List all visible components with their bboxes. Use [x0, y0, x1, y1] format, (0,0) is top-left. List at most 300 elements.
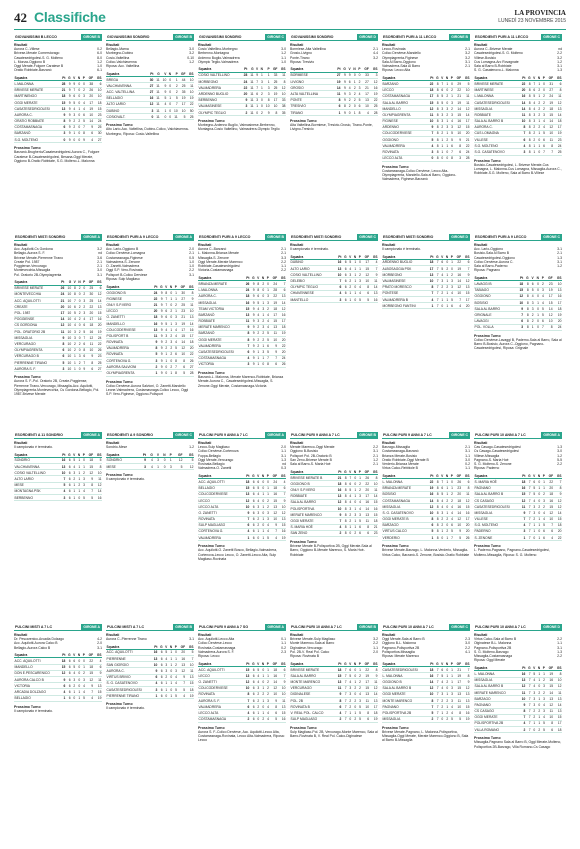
- match-score: 2-3: [281, 649, 286, 654]
- stat-cell: 9: [341, 97, 346, 103]
- team-name: ROVINATA: [198, 516, 243, 522]
- stat-cell: 0: [265, 281, 270, 287]
- column-header: N: [260, 661, 265, 666]
- stat-cell: 10: [370, 481, 378, 487]
- stat-cell: 3: [529, 299, 534, 305]
- stat-cell: 7: [59, 476, 66, 482]
- match-score: 2-0: [189, 247, 194, 251]
- team-name: SALA AL BARRO: [290, 499, 335, 505]
- team-name: MONTAGNA PSK: [14, 488, 59, 494]
- table-row: [106, 464, 194, 470]
- stat-cell: 3: [531, 112, 536, 118]
- match-score: 3-1: [373, 449, 378, 454]
- team-name: MERATE MARENCO: [290, 512, 335, 518]
- stat-cell: 9: [66, 93, 71, 99]
- team-name: MISSAGLIA: [474, 510, 519, 516]
- stat-cell: 1: [260, 491, 265, 497]
- stat-cell: 7: [434, 704, 439, 710]
- stat-cell: 12: [453, 516, 461, 522]
- stat-cell: 14: [58, 316, 65, 322]
- team-name: AURORA C.: [106, 668, 151, 674]
- stat-cell: 1: [260, 710, 265, 716]
- stat-cell: 15: [243, 306, 250, 312]
- standings-table: [474, 276, 562, 331]
- match-teams: Barzago-Missaglia: [382, 445, 410, 449]
- stat-cell: 18: [269, 667, 277, 673]
- stat-cell: 9: [341, 72, 346, 78]
- stat-cell: 10: [160, 77, 167, 83]
- team-name: S. ZENONE: [474, 535, 519, 541]
- match-score: 1-2: [189, 445, 194, 449]
- stat-cell: 6: [539, 318, 544, 324]
- column-header: GS: [186, 71, 194, 76]
- stat-cell: 3: [263, 85, 270, 91]
- stat-cell: 2: [81, 470, 86, 476]
- stat-cell: 16: [177, 656, 185, 662]
- championship-name: ESORDIENTI MISTI SONDRIO: [15, 235, 66, 239]
- stat-cell: 17: [278, 318, 286, 324]
- next-round-heading: Prossimo Turno: [198, 725, 225, 730]
- match-teams: Polisport Pol. 2B-Oratorio B: [290, 453, 332, 458]
- stat-cell: 6: [250, 716, 255, 722]
- stat-cell: 7: [335, 278, 342, 284]
- stat-cell: 18: [554, 522, 562, 528]
- stat-cell: 5: [449, 297, 454, 303]
- column-header: Squadra: [14, 280, 58, 285]
- stat-cell: 3: [439, 106, 444, 112]
- stat-cell: 8: [163, 289, 168, 295]
- stat-cell: 26: [94, 347, 102, 353]
- stat-cell: 24: [151, 289, 158, 295]
- column-header: Squadra: [382, 254, 427, 259]
- team-name: OGGI MERATE: [382, 691, 427, 697]
- stat-cell: 2: [357, 679, 362, 685]
- match-teams: Aurora C.-Barzanò: [198, 247, 227, 251]
- stat-cell: 8: [524, 281, 530, 287]
- table-row: [106, 693, 194, 699]
- team-name: BARZANÒ: [14, 130, 59, 136]
- match-teams: Foppa-Bellagio: [198, 453, 221, 458]
- stat-cell: 7: [526, 714, 531, 720]
- stat-cell: 6: [250, 504, 255, 510]
- stat-cell: 5: [541, 130, 546, 136]
- stat-cell: 21: [453, 93, 461, 99]
- stat-cell: 12: [58, 322, 65, 328]
- box-header: [290, 34, 378, 41]
- stat-cell: 6: [158, 687, 163, 693]
- stat-cell: 2: [536, 689, 541, 695]
- stat-cell: 21: [151, 302, 158, 308]
- match-score: 3-1: [557, 64, 562, 69]
- table-row: [14, 137, 102, 143]
- championship-name: ESORDIENTI PURI A 11 LECCO: [383, 35, 437, 39]
- column-header: P: [449, 254, 454, 259]
- stat-cell: 3: [255, 318, 260, 324]
- stat-cell: 1: [347, 297, 352, 303]
- stat-cell: 4: [243, 710, 250, 716]
- stat-cell: 10: [453, 290, 461, 296]
- team-name: PRATO MORESCO: [382, 284, 427, 290]
- next-round-heading: Prossimo Turno: [474, 544, 501, 549]
- team-name: BELLAGIO: [14, 695, 59, 701]
- column-header: GS: [186, 644, 194, 649]
- match-score: 3-2: [465, 55, 470, 60]
- stat-cell: 6: [342, 297, 347, 303]
- stat-cell: 3: [541, 708, 546, 714]
- stat-cell: 14: [177, 339, 185, 345]
- match-teams: Riposa: Rovinata B: [290, 654, 320, 659]
- stat-cell: 2: [352, 716, 357, 722]
- stat-cell: 15: [59, 664, 66, 670]
- match-teams: Colico Derviese-Lecco: [198, 641, 232, 646]
- match-teams: Brianza Merate-Bosisio: [382, 453, 418, 458]
- stat-cell: 1: [168, 327, 173, 333]
- stat-cell: 10: [94, 93, 102, 99]
- stat-cell: 13: [151, 656, 158, 662]
- stat-cell: 1: [151, 370, 158, 376]
- match-score: 2-2: [557, 654, 562, 659]
- stat-cell: 6: [158, 662, 163, 668]
- team-name: PONTE: [290, 97, 334, 103]
- match-teams: Sala al Barro-Paderno: [474, 264, 508, 269]
- stat-cell: 7: [434, 667, 439, 673]
- stat-cell: 16: [335, 259, 342, 265]
- stat-cell: 6: [545, 528, 553, 534]
- stat-cell: 4: [529, 293, 534, 299]
- stat-cell: 7: [462, 667, 470, 673]
- stat-cell: 10: [519, 696, 526, 702]
- stat-cell: 12: [427, 685, 434, 691]
- stat-cell: 1: [352, 278, 357, 284]
- stat-cell: 7: [172, 101, 179, 107]
- stat-cell: 5: [265, 535, 270, 541]
- column-header: V: [347, 661, 352, 666]
- stat-cell: 0: [81, 285, 86, 291]
- stat-cell: 10: [65, 304, 72, 310]
- match-teams: Monte Marenco-Sala al Barro: [290, 641, 335, 646]
- team-name: COSIO VALTELLINO: [198, 72, 241, 78]
- table-row: [14, 695, 102, 701]
- stat-cell: 23: [94, 112, 102, 118]
- standings-table: [290, 661, 378, 722]
- stat-cell: 0: [531, 727, 536, 733]
- match-score: 4-4: [373, 51, 378, 56]
- stat-cell: 6: [66, 695, 71, 701]
- stat-cell: 8: [361, 284, 369, 290]
- stat-cell: 19: [554, 130, 562, 136]
- stat-cell: 6: [250, 535, 255, 541]
- team-name: VALMASINESE: [382, 278, 427, 284]
- column-header: Squadra: [106, 71, 147, 76]
- stat-cell: 12: [243, 679, 250, 685]
- stat-cell: 9: [250, 355, 255, 361]
- stat-cell: 22: [427, 479, 434, 485]
- stat-cell: 2: [168, 364, 173, 370]
- stat-cell: 8: [524, 324, 530, 330]
- column-header: Pt: [335, 469, 342, 474]
- stat-cell: 2: [444, 112, 449, 118]
- team-name: ROVINATA: [106, 339, 151, 345]
- stat-cell: 15: [462, 704, 470, 710]
- next-round-heading: Prossimo Turno: [14, 375, 41, 380]
- stat-cell: 9: [250, 343, 255, 349]
- stat-cell: 0: [531, 535, 536, 541]
- results-heading: Risultati: [14, 441, 28, 445]
- stat-cell: 2: [541, 106, 546, 112]
- stat-cell: 3: [260, 324, 265, 330]
- stat-cell: 13: [94, 304, 102, 310]
- stat-cell: 2: [255, 516, 260, 522]
- match-teams: Colico Derviese-Cortenova: [198, 449, 239, 454]
- team-name: POLISPORTIVA 2B: [474, 720, 519, 726]
- match-teams: Riposa: Lecco: [198, 654, 220, 659]
- stat-cell: 44: [178, 77, 186, 83]
- stat-cell: 0: [254, 109, 259, 115]
- stat-cell: 22: [85, 658, 93, 664]
- stat-cell: 1: [347, 290, 352, 296]
- stat-cell: 15: [335, 673, 342, 679]
- championship-name: ESORDIENTI PURI A 9 LECCO: [199, 235, 251, 239]
- team-name: MONTEVECCHIA: [14, 291, 58, 297]
- header-rule: [14, 29, 566, 30]
- stat-cell: 9: [250, 281, 255, 287]
- stat-cell: 7: [265, 355, 270, 361]
- stat-cell: 1: [168, 649, 173, 655]
- stat-cell: 8: [524, 306, 530, 312]
- stat-cell: 4: [173, 339, 178, 345]
- result-line: [382, 68, 470, 72]
- stat-cell: 16: [519, 93, 526, 99]
- match-score: 1-1: [557, 641, 562, 646]
- team-name: MISSAGLIA: [474, 106, 519, 112]
- stat-cell: 3: [255, 504, 260, 510]
- stat-cell: 7: [173, 364, 178, 370]
- results-heading: Risultati: [382, 243, 396, 247]
- column-header: GF: [453, 76, 461, 81]
- stat-cell: 0: [352, 499, 357, 505]
- stat-cell: 6: [66, 664, 71, 670]
- next-round-fixtures: Bosisio-Casatesedrigolesi, L. Brivese Merate-Cus Lomagna, L. Malonna-Cus Lomagna, Missaglia-Aurora C., Robbiate-S.G. Molteno, Sala al Barro B-Villese: [474, 162, 563, 176]
- stat-cell: 0: [76, 335, 81, 341]
- next-round-heading: Prossimo Turno: [106, 123, 133, 128]
- stat-cell: 1: [352, 259, 357, 265]
- stat-cell: 11: [335, 685, 342, 691]
- match-teams: Pagnano-Polisportiva 2B: [474, 645, 512, 650]
- stat-cell: 3: [439, 691, 444, 697]
- stat-cell: 6: [151, 674, 158, 680]
- column-header: Squadra: [106, 644, 151, 649]
- next-round-fixtures: L. Paderno-Pagnano, Pagnano-Casatesedrigolesi, Molteno-Missaglia, Riposa: S. G. Molteno: [474, 548, 551, 557]
- team-name: CASATESEDRIGOLESI: [474, 504, 519, 510]
- stat-cell: 11: [154, 114, 160, 120]
- stat-cell: 1: [173, 289, 178, 295]
- stat-cell: 5: [71, 457, 76, 463]
- match-score: 2-2: [465, 645, 470, 650]
- stat-cell: 1: [357, 266, 362, 272]
- column-header: GF: [172, 452, 183, 457]
- match-score: 4-2: [97, 637, 102, 641]
- stat-cell: 12: [462, 278, 470, 284]
- column-header: GF: [178, 71, 186, 76]
- stat-cell: 4: [357, 284, 362, 290]
- team-name: ACC. AQUILOTTI: [106, 649, 151, 655]
- stat-cell: 26: [85, 87, 93, 93]
- stat-cell: 8: [434, 112, 439, 118]
- stat-cell: 19: [462, 716, 470, 722]
- stat-cell: 12: [94, 291, 102, 297]
- column-header: GS: [462, 254, 470, 259]
- stat-cell: 8: [72, 285, 77, 291]
- stat-cell: 4: [346, 85, 351, 91]
- stat-cell: 7: [519, 516, 526, 522]
- team-name: S.G. CASATENOVO: [474, 149, 519, 155]
- stat-cell: 7: [541, 149, 546, 155]
- column-header: GF: [270, 67, 278, 72]
- stat-cell: 0: [168, 674, 173, 680]
- stat-cell: 7: [434, 284, 439, 290]
- stat-cell: 9: [177, 674, 185, 680]
- stat-cell: 2: [449, 497, 454, 503]
- stat-cell: 13: [361, 691, 369, 697]
- stat-cell: 23: [453, 485, 461, 491]
- team-name: DUBINO: [106, 108, 147, 114]
- team-name: BRIVESE MERATE: [14, 87, 59, 93]
- stat-cell: 5: [255, 299, 260, 305]
- stat-cell: 15: [516, 287, 523, 293]
- championship-name: GIOVANISSIMI SONDRIO: [291, 35, 334, 39]
- stat-cell: 13: [94, 683, 102, 689]
- column-header: N: [168, 284, 173, 289]
- championship-name: PULCINI PURI 10 ANNI A 7 LC: [291, 625, 342, 629]
- team-name: OGGIONO: [382, 137, 427, 143]
- stat-cell: 1: [260, 355, 265, 361]
- stat-cell: 20: [278, 349, 286, 355]
- group-tag: GIRONE A: [83, 433, 100, 437]
- stat-cell: 21: [335, 475, 342, 481]
- stat-cell: 0: [160, 457, 167, 463]
- stat-cell: 9: [250, 293, 255, 299]
- stat-cell: 17: [462, 118, 470, 124]
- stat-cell: 19: [334, 78, 341, 84]
- team-name: VERCURAGO B: [14, 353, 58, 359]
- team-name: COLICODERVIESE: [198, 685, 243, 691]
- stat-cell: 17: [544, 293, 553, 299]
- column-header: G: [526, 76, 531, 81]
- column-header: N: [536, 474, 541, 479]
- stat-cell: 10: [243, 504, 250, 510]
- stat-cell: 10: [65, 291, 72, 297]
- stat-cell: 3: [163, 662, 168, 668]
- stat-cell: 5: [177, 370, 185, 376]
- team-name: ROVINATA: [106, 351, 151, 357]
- team-name: COSTAMASNAGA: [198, 355, 243, 361]
- stat-cell: 15: [269, 497, 277, 503]
- stat-cell: 12: [453, 124, 461, 130]
- stat-cell: 5: [449, 130, 454, 136]
- team-name: OGGIONO B: [290, 481, 335, 487]
- stat-cell: 25: [186, 114, 194, 120]
- stat-cell: 0: [76, 677, 81, 683]
- next-round-fixtures: Il campionato è terminato.: [14, 708, 54, 713]
- team-name: SONDRIO: [14, 457, 59, 463]
- next-round-fixtures: Missaglia-Pagnano Sala al Barro B, Oggi Merate-Molteno, Polisportiva 2B-Barzago, Villa Romano-Cs Casago: [474, 740, 563, 749]
- stat-cell: 15: [94, 689, 102, 695]
- match-teams: Lecco-Rovinata: [382, 47, 406, 51]
- results-heading: Risultati: [198, 633, 212, 637]
- stat-cell: 8: [434, 510, 439, 516]
- stat-cell: 0: [536, 137, 541, 143]
- stat-cell: 1: [352, 487, 357, 493]
- stat-cell: 2: [71, 118, 76, 124]
- stat-cell: 26: [453, 479, 461, 485]
- stat-cell: 5: [439, 491, 444, 497]
- match-teams: Cus Lomagna-Arc Rovagnate: [474, 59, 519, 64]
- stat-cell: 1: [536, 130, 541, 136]
- match-score: 3-3: [281, 255, 286, 260]
- column-header: V: [71, 452, 76, 457]
- stat-cell: 21: [453, 667, 461, 673]
- stat-cell: 16: [94, 316, 102, 322]
- stat-cell: 7: [545, 149, 553, 155]
- stat-cell: 4: [449, 504, 454, 510]
- team-name: BARZAGO: [474, 696, 519, 702]
- stat-cell: 17: [86, 316, 94, 322]
- stat-cell: 9: [85, 683, 93, 689]
- stat-cell: 3: [531, 689, 536, 695]
- standings-table: [198, 661, 286, 722]
- stat-cell: 19: [269, 299, 277, 305]
- stat-cell: 31: [545, 81, 553, 87]
- match-teams: Colico-Valchiavenna: [106, 59, 137, 64]
- team-name: PIERRENNE: [106, 656, 151, 662]
- stat-cell: 2: [352, 698, 357, 704]
- stat-cell: 4: [449, 290, 454, 296]
- stat-cell: 13: [177, 662, 185, 668]
- stat-cell: 3: [357, 698, 362, 704]
- stat-cell: 8: [453, 710, 461, 716]
- match-teams: Rovinata-Costamasnaga: [198, 645, 236, 650]
- stat-cell: 38: [278, 103, 286, 109]
- stat-cell: 8: [81, 130, 86, 136]
- stat-cell: 8: [524, 299, 530, 305]
- stat-cell: 7: [177, 680, 185, 686]
- stat-cell: 6: [163, 314, 168, 320]
- column-header: GF: [85, 76, 93, 81]
- stat-cell: 23: [554, 137, 562, 143]
- stat-cell: 1: [72, 366, 77, 372]
- standings-table: [198, 67, 286, 116]
- stat-cell: 4: [255, 491, 260, 497]
- stat-cell: 7: [526, 708, 531, 714]
- standings-box: [106, 34, 194, 136]
- stat-cell: 1: [168, 296, 173, 302]
- stat-cell: 2: [449, 106, 454, 112]
- stat-cell: 5: [449, 528, 454, 534]
- stat-cell: 1: [352, 290, 357, 296]
- team-name: OLYMPIAGRENTA: [106, 370, 151, 376]
- stat-cell: 6: [71, 93, 76, 99]
- team-name: SAN ZENO: [290, 530, 335, 536]
- table-row: [198, 535, 286, 541]
- column-header: GS: [94, 280, 102, 285]
- team-name: SULP MAGLIASO: [290, 716, 335, 722]
- stat-cell: 0: [536, 497, 541, 503]
- team-name: CASATESEDRIGOLESI: [382, 667, 427, 673]
- stat-cell: 0: [76, 124, 81, 130]
- next-round-fixtures: Il campionato è terminato.: [106, 477, 146, 482]
- stat-cell: 2: [357, 673, 362, 679]
- stat-cell: 7: [269, 528, 277, 534]
